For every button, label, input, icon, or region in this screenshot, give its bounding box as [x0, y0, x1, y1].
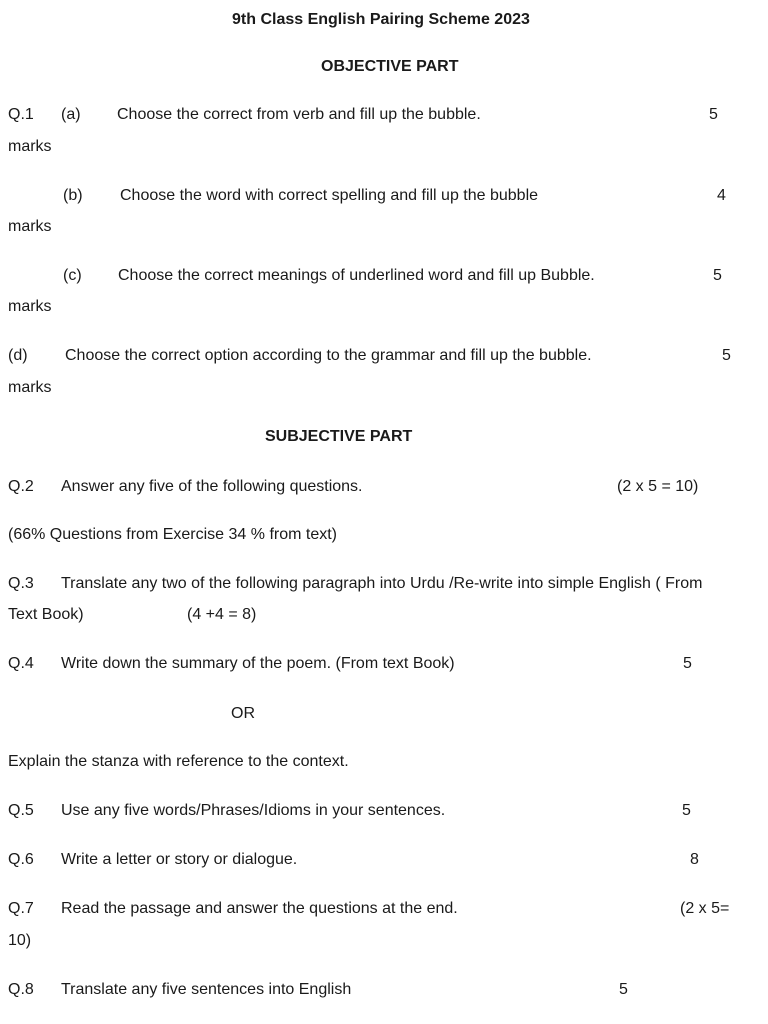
question-number: Q.2 — [8, 478, 34, 495]
question-note: (66% Questions from Exercise 34 % from text) — [8, 526, 337, 543]
question-number: Q.5 — [8, 802, 34, 819]
marks-value: (4 +4 = 8) — [187, 606, 257, 623]
question-text: Choose the correct meanings of underlined word and fill up Bubble. — [118, 267, 595, 284]
question-text: Use any five words/Phrases/Idioms in your sentences. — [61, 802, 446, 819]
question-text: Choose the correct option according to the grammar and fill up the bubble. — [65, 347, 592, 364]
question-number: Q.4 — [8, 655, 34, 672]
question-text-continued: Text Book) — [8, 606, 84, 623]
objective-heading: OBJECTIVE PART — [321, 58, 459, 75]
question-text: Translate any two of the following paragraph into Urdu /Re-write into simple English ( From — [61, 575, 703, 592]
marks-label: marks — [8, 379, 52, 396]
question-text: Write a letter or story or dialogue. — [61, 851, 298, 868]
marks-value: 5 — [722, 347, 731, 364]
question-alternative: Explain the stanza with reference to the context. — [8, 753, 349, 770]
question-text: Read the passage and answer the questions at the end. — [61, 900, 458, 917]
question-text: Write down the summary of the poem. (From text Book) — [61, 655, 455, 672]
sub-label: (d) — [8, 347, 28, 364]
marks-value-continued: 10) — [8, 932, 32, 949]
marks-label: marks — [8, 218, 52, 235]
marks-value: 5 — [682, 802, 691, 819]
question-number: Q.1 — [8, 106, 34, 123]
marks-value: 4 — [717, 187, 726, 204]
marks-value: 5 — [619, 981, 628, 998]
marks-value: 5 — [713, 267, 722, 284]
sub-label: (b) — [63, 187, 83, 204]
or-separator: OR — [231, 705, 255, 722]
marks-value: 5 — [683, 655, 692, 672]
question-text: Translate any five sentences into English — [61, 981, 352, 998]
page-title: 9th Class English Pairing Scheme 2023 — [232, 11, 530, 28]
question-number: Q.7 — [8, 900, 34, 917]
marks-value: (2 x 5= — [680, 900, 730, 917]
question-number: Q.6 — [8, 851, 34, 868]
marks-label: marks — [8, 138, 52, 155]
sub-label: (c) — [63, 267, 82, 284]
question-text: Choose the word with correct spelling and fill up the bubble — [120, 187, 539, 204]
marks-label: marks — [8, 298, 52, 315]
question-number: Q.3 — [8, 575, 34, 592]
question-text: Choose the correct from verb and fill up the bubble. — [117, 106, 481, 123]
sub-label: (a) — [61, 106, 81, 123]
marks-value: 8 — [690, 851, 699, 868]
subjective-heading: SUBJECTIVE PART — [265, 428, 413, 445]
question-text: Answer any five of the following questions. — [61, 478, 363, 495]
question-number: Q.8 — [8, 981, 34, 998]
marks-value: (2 x 5 = 10) — [617, 478, 699, 495]
marks-value: 5 — [709, 106, 718, 123]
